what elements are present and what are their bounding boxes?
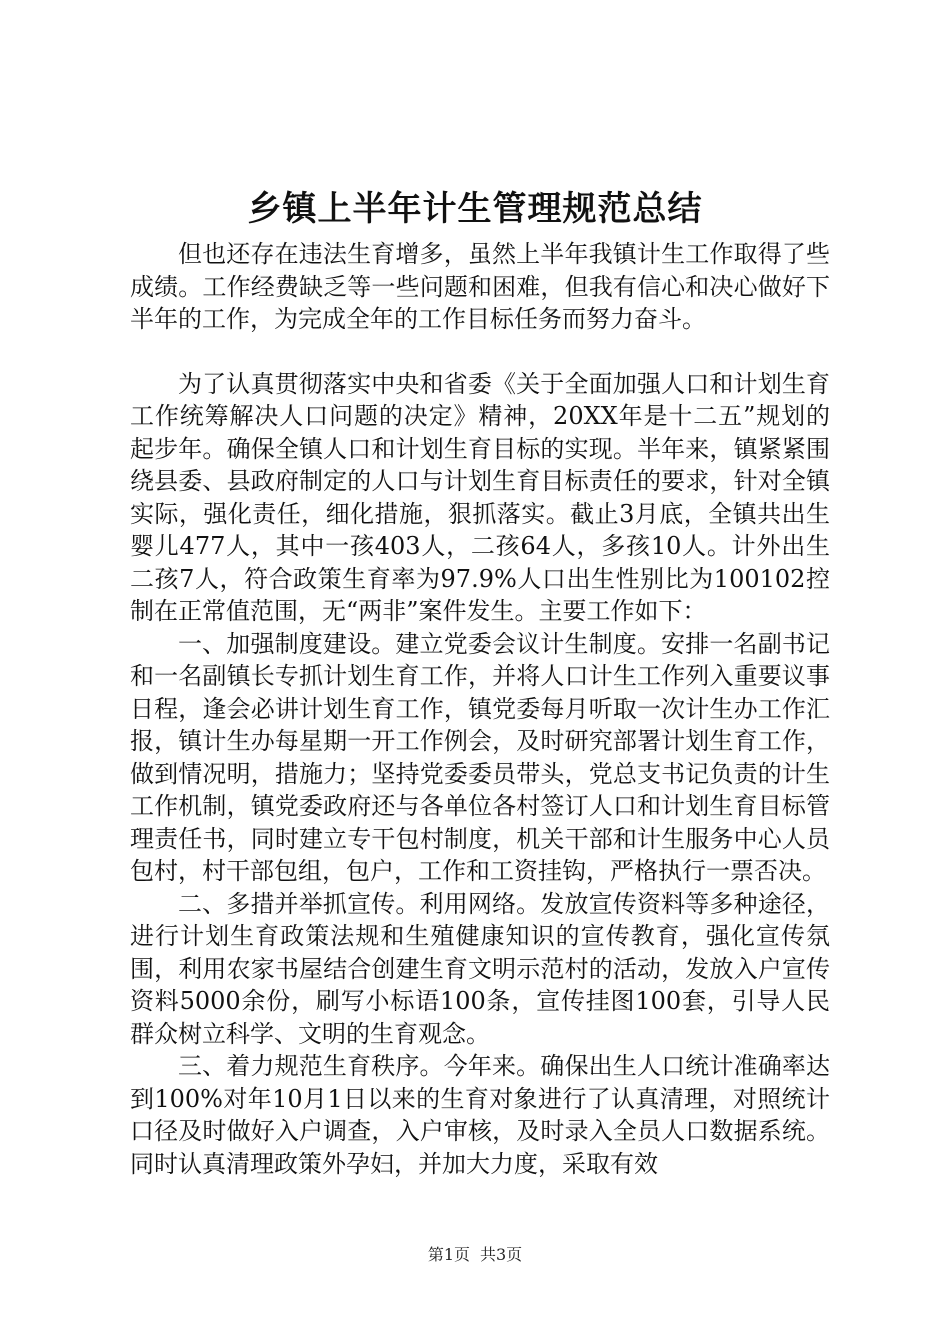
paragraph-section-2: 二、多措并举抓宣传。利用网络。发放宣传资料等多种途径，进行计划生育政策法规和生殖健康知识的宣传教育，强化宣传氛围，利用农家书屋结合创建生育文明示范村的活动，发放入户宣传资料5000余份，刷写小标语100条，宣传挂图100套，引导人民群众树立科学、文明的生育观念。	[130, 889, 830, 1048]
paragraph-spacer	[130, 336, 830, 368]
paragraph-intro: 但也还存在违法生育增多，虽然上半年我镇计生工作取得了些成绩。工作经费缺乏等一些问题和困难，但我有信心和决心做好下半年的工作，为完成全年的工作目标任务而努力奋斗。	[130, 240, 830, 333]
paragraph-overview: 为了认真贯彻落实中央和省委《关于全面加强人口和计划生育工作统筹解决人口问题的决定》精神，20XX年是十二五”规划的起步年。确保全镇人口和计划生育目标的实现。半年来，镇紧紧围绕县委、县政府制定的人口与计划生育目标责任的要求，针对全镇实际，强化责任，细化措施，狠抓落实。截止3月底，全镇共出生婴儿477人，其中一孩403人，二孩64人，多孩10人。计外出生二孩7人，符合政策生育率为97.9%人口出生性别比为100102控制在正常值范围，无“两非”案件发生。主要工作如下：	[130, 369, 830, 625]
document-body	[130, 238, 830, 1180]
paragraph-section-1: 一、加强制度建设。建立党委会议计生制度。安排一名副书记和一名副镇长专抓计划生育工作，并将人口计生工作列入重要议事日程，逢会必讲计划生育工作，镇党委每月听取一次计生办工作汇报，镇计生办每星期一开工作例会，及时研究部署计划生育工作，做到情况明，措施力；坚持党委委员带头，党总支书记负责的计生工作机制，镇党委政府还与各单位各村签订人口和计划生育目标管理责任书，同时建立专干包村制度，机关干部和计生服务中心人员包村，村干部包组，包户，工作和工资挂钩，严格执行一票否决。	[130, 629, 830, 885]
page-number: 第1页	[427, 1245, 470, 1264]
page-total: 共3页	[480, 1245, 523, 1264]
paragraph-section-3: 三、着力规范生育秩序。今年来。确保出生人口统计准确率达到100%对年10月1日以来的生育对象进行了认真清理，对照统计口径及时做好入户调查，入户审核，及时录入全员人口数据系统。同时认真清理政策外孕妇，并加大力度，采取有效	[130, 1052, 830, 1178]
page-title: 乡镇上半年计生管理规范总结	[247, 189, 703, 229]
page-footer	[0, 1244, 950, 1266]
